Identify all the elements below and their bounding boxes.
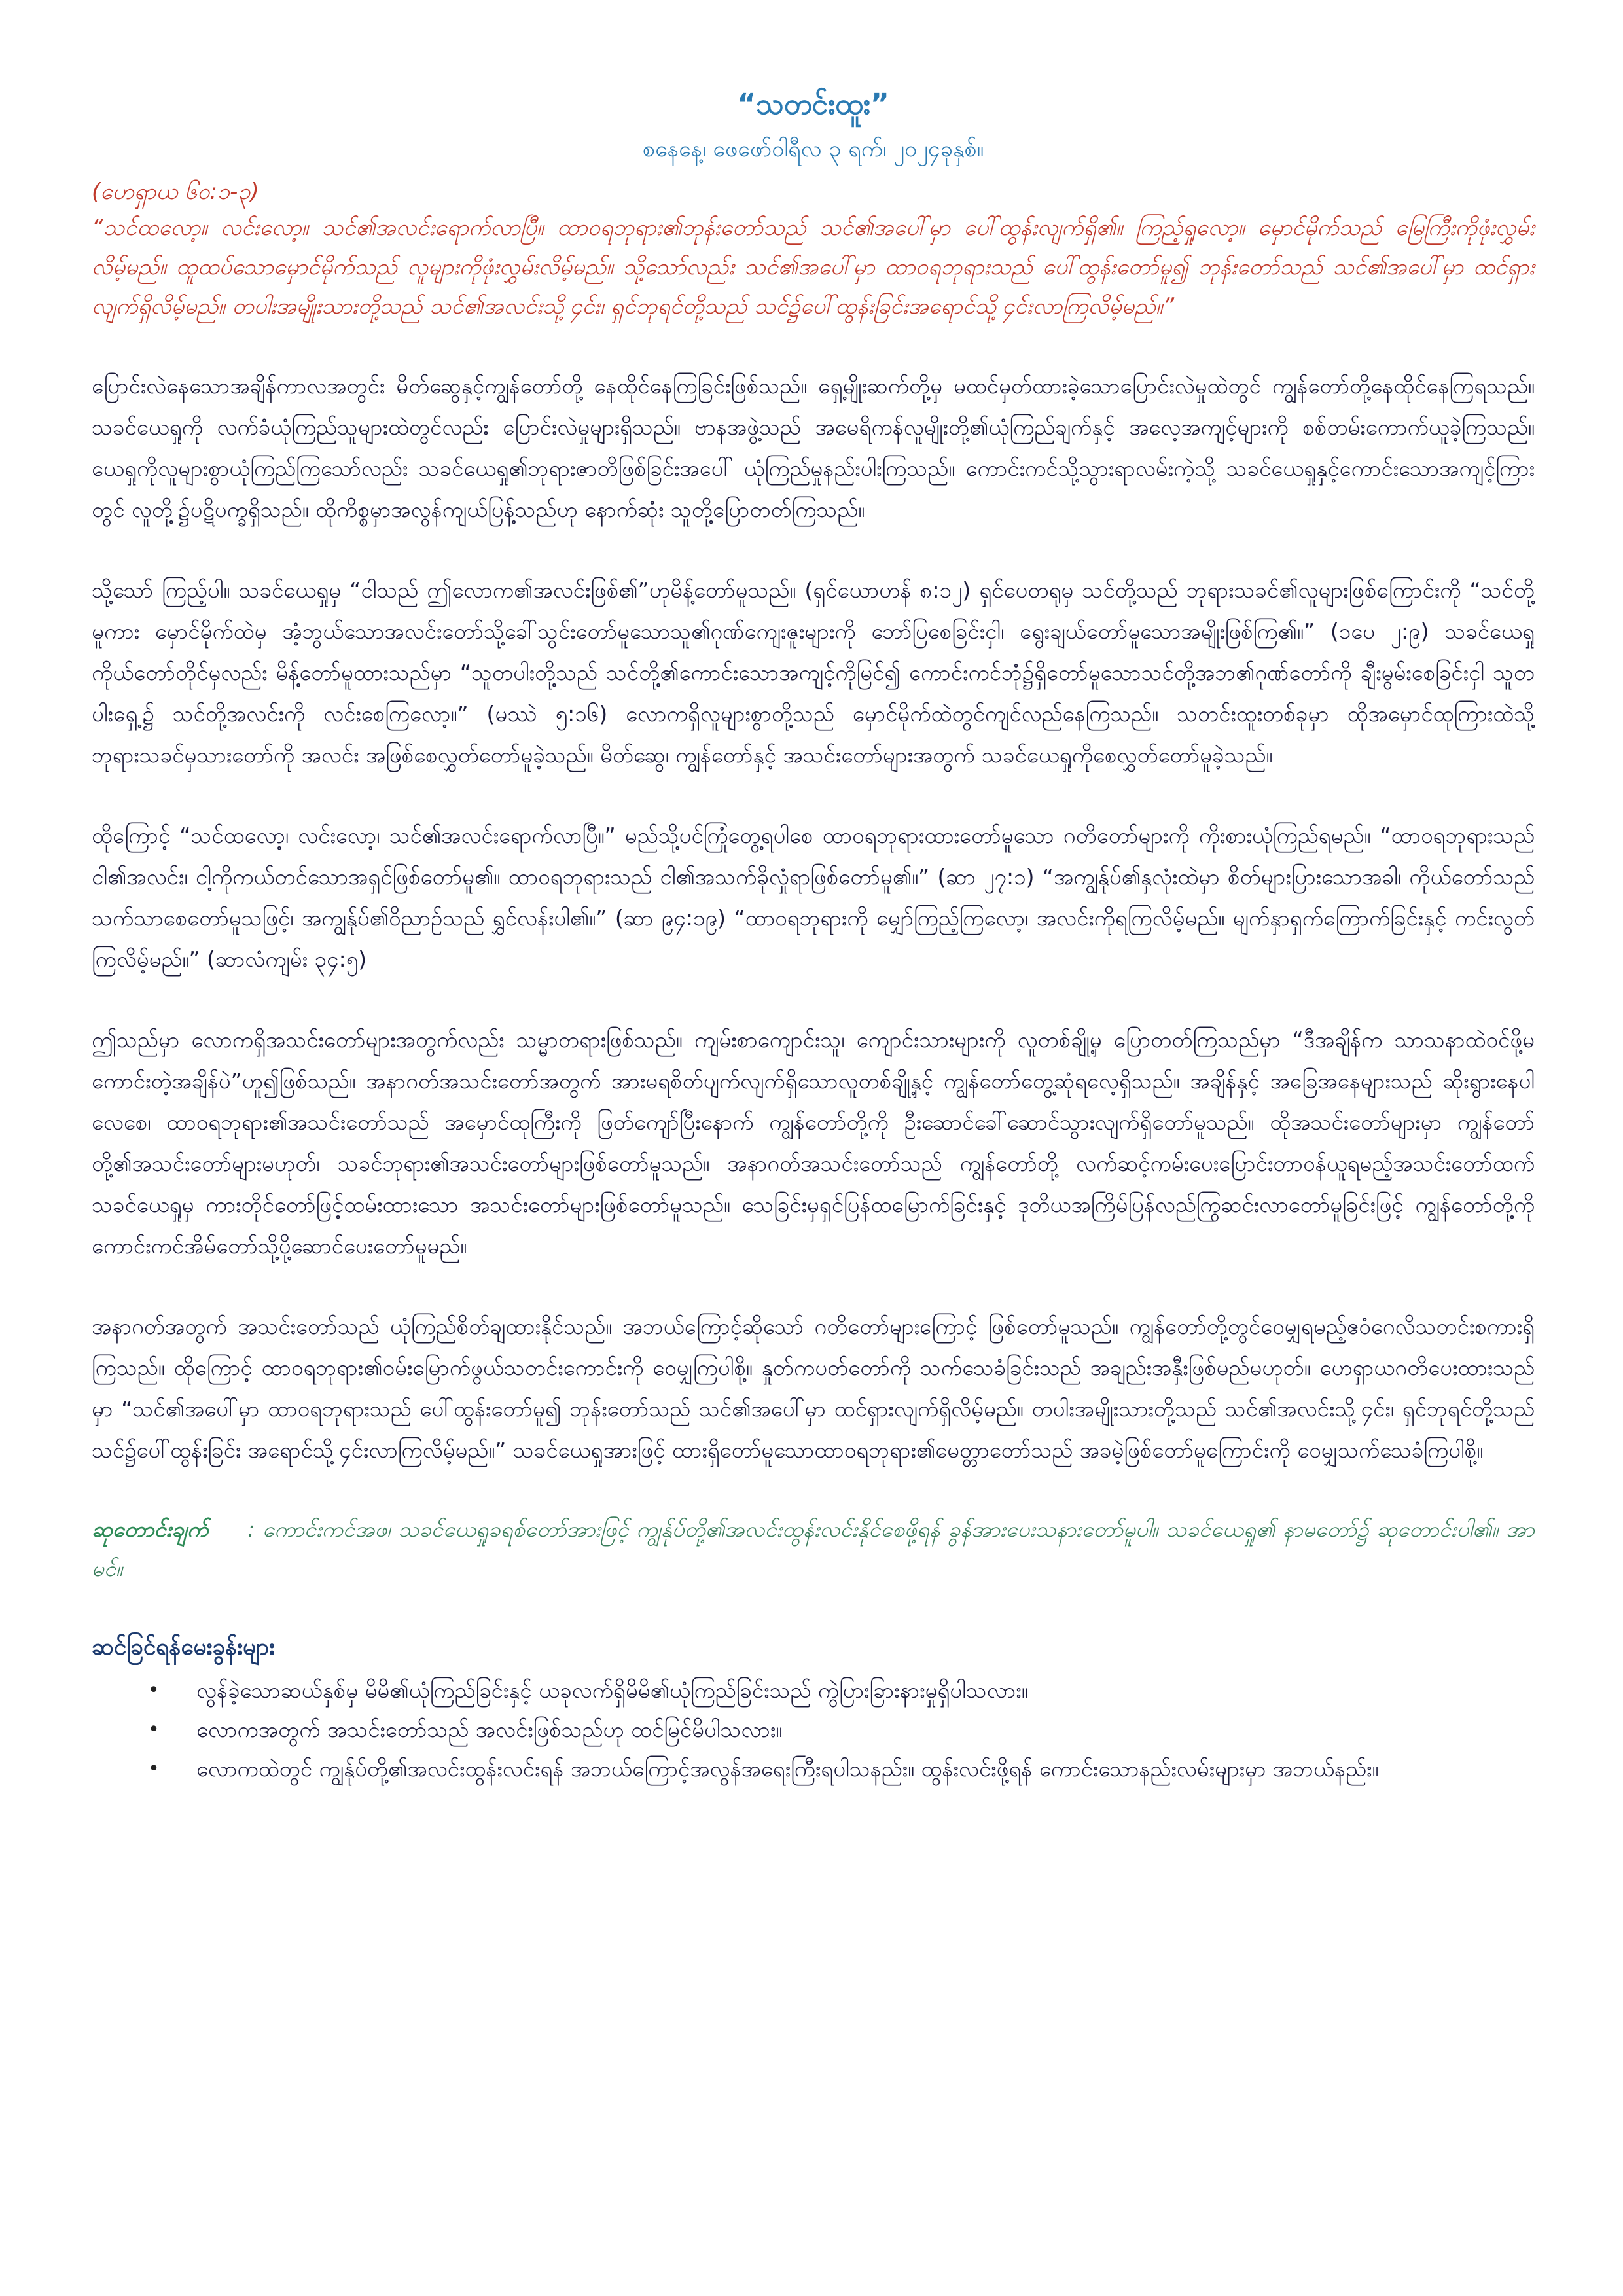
body-paragraph-3: ထိုကြောင့် “သင်ထလော့၊ လင်းလော့၊ သင်၏အလင်းရောက်လာပြီ။” မည်သို့ပင်ကြုံတွေ့ရပါစေ ထာဝရဘုရားထားတော်မူသော ဂတိတော်များကို ကိုးစားယုံကြည်ရမည်။ “ထာဝရဘုရားသည် ငါ၏အလင်း၊ ငါ့ကိုကယ်တင်သောအရှင်ဖြစ်တော်မူ၏။ ထာဝရဘုရားသည် ငါ၏အသက်ခိုလှုံရာဖြစ်တော်မူ၏။” (ဆာ ၂၇:၁) “အကျွန်ုပ်၏နှလုံးထဲမှာ စိတ်များပြားသောအခါ၊ ကိုယ်တော်သည် သက်သာစေတော်မူသဖြင့်၊ အကျွန်ုပ်၏ဝိညာဉ်သည် ရွှင်လန်းပါ၏။” (ဆာ ၉၄:၁၉) “ထာဝရဘုရားကို မျှော်ကြည့်ကြလော့၊ အလင်းကိုရကြလိမ့်မည်။ မျက်နှာရှက်ကြောက်ခြင်းနှင့် ကင်းလွတ်ကြလိမ့်မည်။” (ဆာလံကျမ်း ၃၄:၅) [92, 823, 1535, 972]
prayer-label: ဆုတောင်းချက် [92, 1516, 209, 1542]
prayer-block [92, 1510, 1535, 1588]
question-text: လောကထဲတွင် ကျွန်ုပ်တို့၏အလင်းထွန်းလင်းရန် အဘယ်ကြောင့်အလွန်အရေးကြီးရပါသနည်း။ ထွန်းလင်းဖို့ရန် ကောင်းသောနည်းလမ်းများမှာ အဘယ်နည်း။ [196, 1756, 1379, 1782]
question-item-1 [148, 1671, 1535, 1710]
question-item-3 [148, 1749, 1535, 1789]
questions-heading: ဆင်ခြင်ရန်မေးခွန်းများ [92, 1634, 275, 1660]
question-text: လွန်ခဲ့သောဆယ်နှစ်မှ မိမိ၏ယုံကြည်ခြင်းနှင့် ယခုလက်ရှိမိမိ၏ယုံကြည်ခြင်းသည် ကွဲပြားခြားနားမှုရှိပါသလား။ [196, 1677, 1028, 1703]
body-paragraph-2: သို့သော် ကြည့်ပါ။ သခင်ယေရှုမှ “ငါသည် ဤလောက၏အလင်းဖြစ်၏”ဟုမိန့်တော်မူသည်။ (ရှင်ယောဟန် ၈:၁၂) ရှင်ပေတရုမှ သင်တို့သည် ဘုရားသခင်၏လူများဖြစ်ကြောင်းကို “သင်တို့မူကား မှောင်မိုက်ထဲမှ အံ့ဘွယ်သောအလင်းတော်သို့ခေါ်သွင်းတော်မူသောသူ၏ဂုဏ်ကျေးဇူးများကို ဘော်ပြစေခြင်းငှါ၊ ရွေးချယ်တော်မူသောအမျိုးဖြစ်ကြ၏။” (၁ပေ ၂:၉) သခင်ယေရှုကိုယ်တော်တိုင်မှလည်း မိန့်တော်မူထားသည်မှာ “သူတပါးတို့သည် သင်တို့၏ကောင်းသောအကျင့်ကိုမြင်၍ ကောင်းကင်ဘုံ၌ရှိတော်မူသောသင်တို့အဘ၏ဂုဏ်တော်ကို ချီးမွမ်းစေခြင်းငှါ သူတပါးရှေ့၌ သင်တို့အလင်းကို လင်းစေကြလော့။” (မဿဲ ၅:၁၆) လောကရှိလူများစွာတို့သည် မှောင်မိုက်ထဲတွင်ကျင်လည်နေကြသည်။ သတင်းထူးတစ်ခုမှာ ထိုအမှောင်ထုကြားထဲသို့ ဘုရားသခင်မှသားတော်ကို အလင်း အဖြစ်စေလွှတ်တော်မူခဲ့သည်။ မိတ်ဆွေ၊ ကျွန်တော်နှင့် အသင်းတော်များအတွက် သခင်ယေရှုကိုစေလွှတ်တော်မူခဲ့သည်။ [92, 577, 1535, 768]
body-paragraph-5: အနာဂတ်အတွက် အသင်းတော်သည် ယုံကြည်စိတ်ချထားနိုင်သည်။ အဘယ်ကြောင့်ဆိုသော် ဂတိတော်များကြောင့် ဖြစ်တော်မူသည်။ ကျွန်တော်တို့တွင်ဝေမျှရမည့်ဧဝံဂေလိသတင်းစကားရှိကြသည်။ ထိုကြောင့် ထာဝရဘုရား၏ဝမ်းမြောက်ဖွယ်သတင်းကောင်းကို ဝေမျှကြပါစို့။ နှုတ်ကပတ်တော်ကို သက်သေခံခြင်းသည် အချည်းအနှီးဖြစ်မည်မဟုတ်။ ဟေရှာယဂတိပေးထားသည်မှာ “သင်၏အပေါ်မှာ ထာဝရဘုရားသည် ပေါ်ထွန်းတော်မူ၍ ဘုန်းတော်သည် သင်၏အပေါ်မှာ ထင်ရှားလျက်ရှိလိမ့်မည်။ တပါးအမျိုးသားတို့သည် သင်၏အလင်းသို့၄င်း၊ ရှင်ဘုရင်တို့သည် သင်၌ပေါ်ထွန်းခြင်း အရောင်သို့၄င်းလာကြလိမ့်မည်။” သခင်ယေရှုအားဖြင့် ထားရှိတော်မူသောထာဝရဘုရား၏မေတ္တာတော်သည် အခမဲ့ဖြစ်တော်မူကြောင်းကို ဝေမျှသက်သေခံကြပါစို့။ [92, 1314, 1535, 1463]
question-text: လောကအတွက် အသင်းတော်သည် အလင်းဖြစ်သည်ဟု ထင်မြင်မိပါသလား။ [196, 1717, 783, 1742]
question-item-2 [148, 1710, 1535, 1749]
page-title: “သတင်းထူး” [737, 88, 889, 121]
questions-list [92, 1671, 1535, 1789]
verse-text: “သင်ထလော့။ လင်းလော့။ သင်၏အလင်းရောက်လာပြီ။ ထာဝရဘုရား၏ဘုန်းတော်သည် သင်၏အပေါ်မှာ ပေါ်ထွန်းလျက်ရှိ၏။ ကြည့်ရှုလော့။ မှောင်မိုက်သည် မြေကြီးကိုဖုံးလွှမ်းလိမ့်မည်။ ထူထပ်သောမှောင်မိုက်သည် လူများကိုဖုံးလွှမ်းလိမ့်မည်။ သို့သော်လည်း သင်၏အပေါ်မှာ ထာဝရဘုရားသည် ပေါ်ထွန်းတော်မူ၍ ဘုန်းတော်သည် သင်၏အပေါ်မှာ ထင်ရှားလျက်ရှိလိမ့်မည်။ တပါးအမျိုးသားတို့သည် သင်၏အလင်းသို့၄င်း၊ ရှင်ဘုရင်တို့သည် သင်၌ပေါ်ထွန်းခြင်းအရောင်သို့၄င်းလာကြလိမ့်မည်။” [92, 215, 1535, 319]
body-paragraph-1: ပြောင်းလဲနေသောအချိန်ကာလအတွင်း မိတ်ဆွေနှင့်ကျွန်တော်တို့ နေထိုင်နေကြခြင်းဖြစ်သည်။ ရှေ့မျိုးဆက်တို့မှ မထင်မှတ်ထားခဲ့သောပြောင်းလဲမှုထဲတွင် ကျွန်တော်တို့နေထိုင်နေကြရသည်။ သခင်ယေရှုကို လက်ခံယုံကြည်သူများထဲတွင်လည်း ပြောင်းလဲမှုများရှိသည်။ ဗာနအဖွဲ့သည် အမေရိကန်လူမျိုးတို့၏ယုံကြည်ချက်နှင့် အလေ့အကျင့်များကို စစ်တမ်းကောက်ယူခဲ့ကြသည်။ ယေရှုကိုလူများစွာယုံကြည်ကြသော်လည်း သခင်ယေရှု၏ဘုရားဇာတိဖြစ်ခြင်းအပေါ် ယုံကြည်မှုနည်းပါးကြသည်။ ကောင်းကင်သို့သွားရာလမ်းကဲ့သို့ သခင်ယေရှုနှင့်ကောင်းသောအကျင့်ကြားတွင် လူတို့၌ပဋိပက္ခရှိသည်။ ထိုကိစ္စမှာအလွန်ကျယ်ပြန့်သည်ဟု နောက်ဆုံး သူတို့ပြောတတ်ကြသည်။ [92, 373, 1535, 522]
bullet-icon: • [148, 1718, 160, 1741]
verse-reference: (ဟေရှာယ ၆၀:၁-၃) [92, 179, 259, 205]
page-date: စနေနေ့၊ ဖေဖော်ဝါရီလ ၃ ရက်၊ ၂၀၂၄ခုနှစ်။ [642, 136, 984, 162]
body-paragraph-4: ဤသည်မှာ လောကရှိအသင်းတော်များအတွက်လည်း သမ္မာတရားဖြစ်သည်။ ကျမ်းစာကျောင်းသူ၊ ကျောင်းသားများကို လူတစ်ချို့မှ ပြောတတ်ကြသည်မှာ “ဒီအချိန်က သာသနာထဲဝင်ဖို့မကောင်းတဲ့အချိန်ပဲ”ဟူ၍ဖြစ်သည်။ အနာဂတ်အသင်းတော်အတွက် အားမရစိတ်ပျက်လျက်ရှိသောလူတစ်ချို့နှင့် ကျွန်တော်တွေ့ဆုံရလေ့ရှိသည်။ အချိန်နှင့် အခြေအနေများသည် ဆိုးရွားနေပါလေစေ၊ ထာဝရဘုရား၏အသင်းတော်သည် အမှောင်ထုကြီးကို ဖြတ်ကျော်ပြီးနောက် ကျွန်တော်တို့ကို ဦးဆောင်ခေါ်ဆောင်သွားလျက်ရှိတော်မူသည်။ ထိုအသင်းတော်များမှာ ကျွန်တော်တို့၏အသင်းတော်များမဟုတ်၊ သခင်ဘုရား၏အသင်းတော်များဖြစ်တော်မူသည်။ အနာဂတ်အသင်းတော်သည် ကျွန်တော်တို့ လက်ဆင့်ကမ်းပေးပြောင်းတာဝန်ယူရမည့်အသင်းတော်ထက် သခင်ယေရှုမှ ကားတိုင်တော်ဖြင့်ထမ်းထားသော အသင်းတော်များဖြစ်တော်မူသည်။ သေခြင်းမှရှင်ပြန်ထမြောက်ခြင်းနှင့် ဒုတိယအကြိမ်ပြန်လည်ကြွဆင်းလာတော်မူခြင်းဖြင့် ကျွန်တော်တို့ကို ကောင်းကင်အိမ်တော်သို့ပို့ဆောင်ပေးတော်မူမည်။ [92, 1027, 1535, 1259]
prayer-text: : ကောင်းကင်အဖ၊ သခင်ယေရှုခရစ်တော်အားဖြင့် ကျွန်ုပ်တို့၏အလင်းထွန်းလင်းနိုင်စေဖို့ရန် ခွန်အားပေးသနားတော်မူပါ။ သခင်ယေရှု၏ နာမတော်၌ ဆုတောင်းပါ၏။ အာမင်။ [92, 1516, 1535, 1581]
bullet-icon: • [148, 1679, 160, 1702]
bullet-icon: • [148, 1757, 160, 1780]
